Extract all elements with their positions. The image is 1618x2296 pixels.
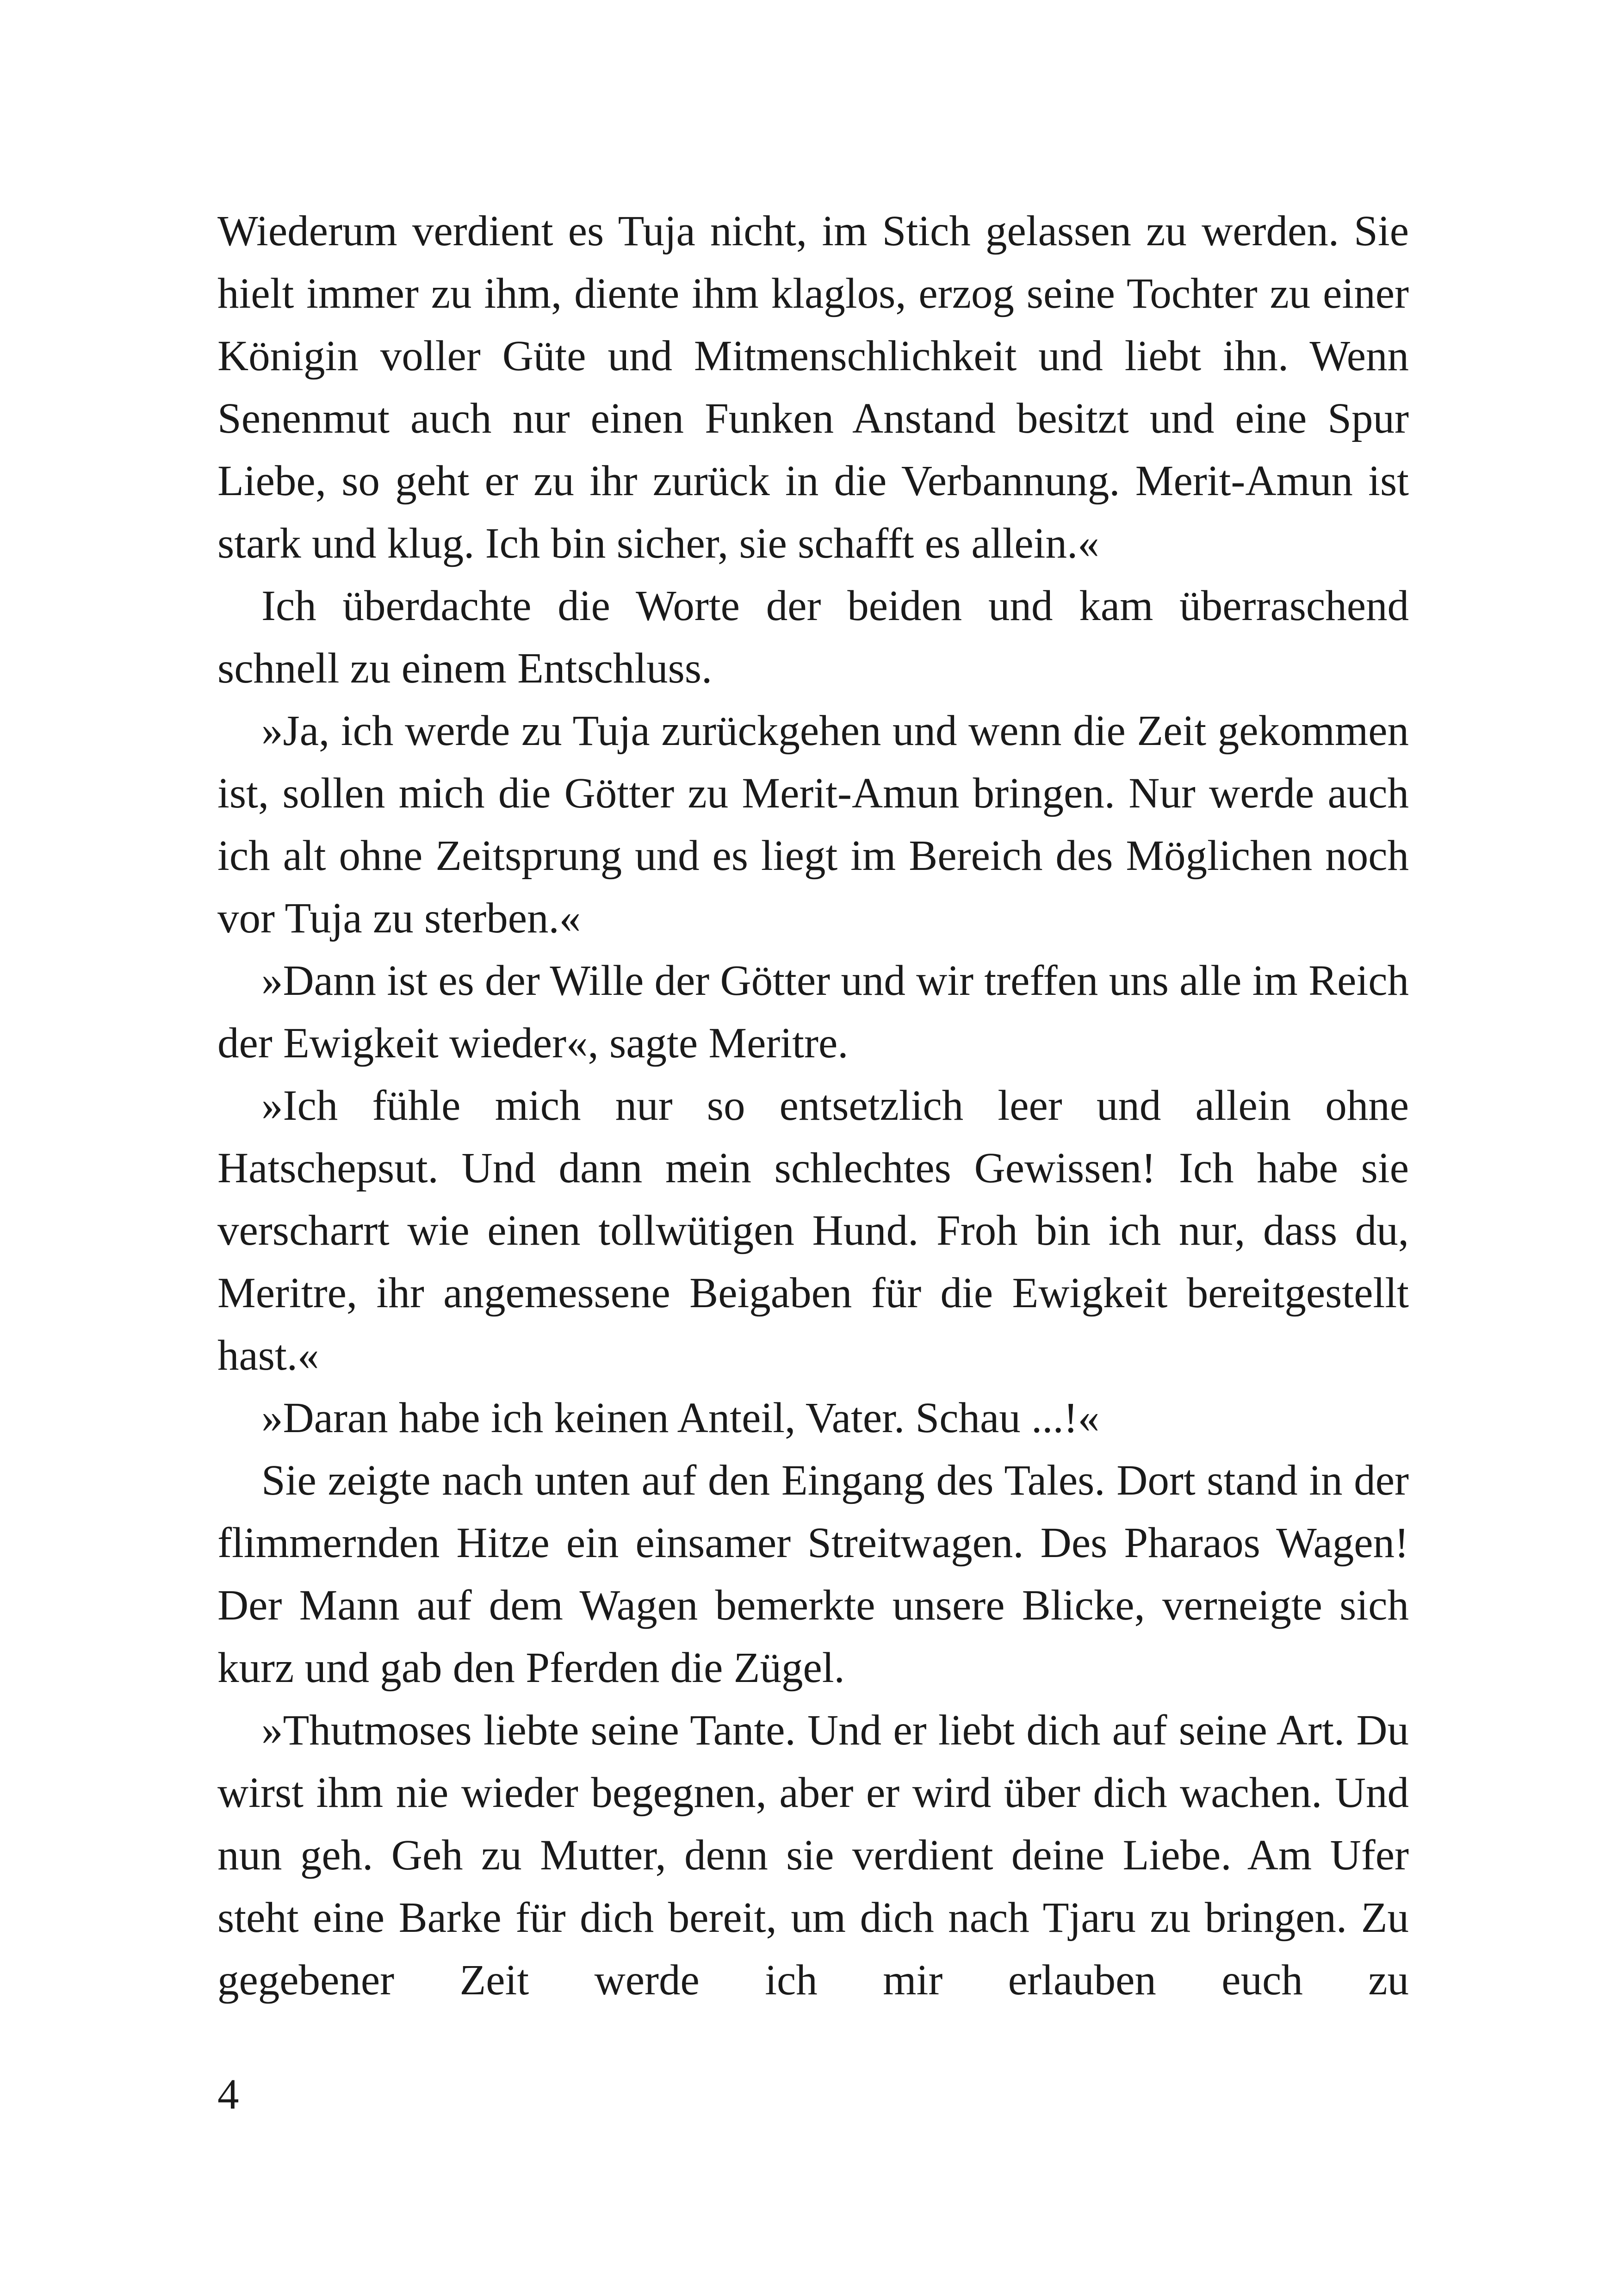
paragraph: »Thutmoses liebte seine Tante. Und er liebt dich auf seine Art. Du wirst ihm nie wieder begegnen, aber er wird über dich wachen. Und nun geh. Geh zu Mutter, denn sie verdient deine Liebe. Am Ufer steht eine Barke für dich bereit, um dich nach Tjaru zu bringen. Zu gegebener Zeit werde ich mir erlauben euch zu bbox=[217, 1706, 1409, 2004]
paragraph: »Daran habe ich keinen Anteil, Vater. Schau ...!« bbox=[261, 1394, 1100, 1442]
paragraph: »Ja, ich werde zu Tuja zurückgehen und wenn die Zeit gekommen ist, sollen mich die Götter zu Merit-Amun bringen. Nur werde auch ich alt ohne Zeitsprung und es liegt im Bereich des Möglichen noch vor Tuja zu sterben.« bbox=[217, 707, 1409, 942]
body-text bbox=[217, 200, 1409, 2011]
page-number: 4 bbox=[217, 2071, 239, 2118]
paragraph: Sie zeigte nach unten auf den Eingang des Tales. Dort stand in der flimmernden Hitze ein einsamer Streitwagen. Des Pharaos Wagen! Der Mann auf dem Wagen bemerkte unsere Blicke, verneigte sich kurz und gab den Pferden die Zügel. bbox=[217, 1457, 1409, 1692]
paragraph: Wiederum verdient es Tuja nicht, im Stich gelassen zu werden. Sie hielt immer zu ihm, diente ihm klaglos, erzog seine Tochter zu einer Königin voller Güte und Mitmenschlichkeit und liebt ihn. Wenn Senenmut auch nur einen Funken Anstand besitzt und eine Spur Liebe, so geht er zu ihr zurück in die Verbannung. Merit-Amun ist stark und klug. Ich bin sicher, sie schafft es allein.« bbox=[217, 207, 1409, 567]
paragraph: Ich überdachte die Worte der beiden und kam überraschend schnell zu einem Entschluss. bbox=[217, 582, 1409, 692]
paragraph: »Dann ist es der Wille der Götter und wir treffen uns alle im Reich der Ewigkeit wieder«, sagte Meritre. bbox=[217, 957, 1409, 1067]
paragraph: »Ich fühle mich nur so entsetzlich leer und allein ohne Hatschepsut. Und dann mein schlechtes Gewissen! Ich habe sie verscharrt wie einen tollwütigen Hund. Froh bin ich nur, dass du, Meritre, ihr angemessene Beigaben für die Ewigkeit bereitgestellt hast.« bbox=[217, 1082, 1409, 1379]
